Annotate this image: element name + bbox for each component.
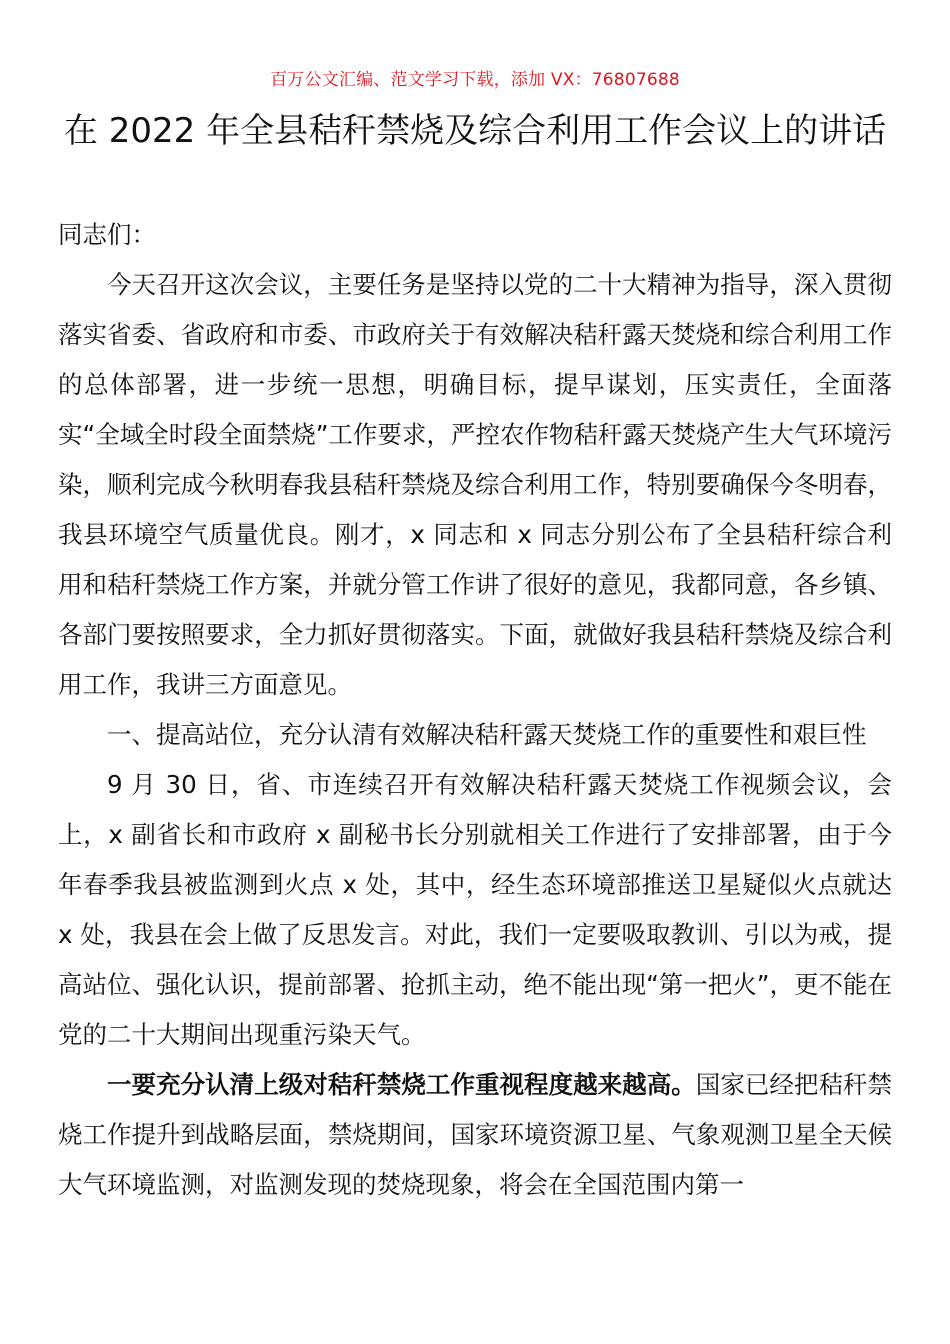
point-1-bold-lead: 一要充分认清上级对秸秆禁烧工作重视程度越来越高。 [107,1070,696,1099]
document-body [58,210,892,1210]
paragraph-point-1 [58,1060,892,1210]
salutation: 同志们： [58,220,156,249]
paragraph-intro: 今天召开这次会议，主要任务是坚持以党的二十大精神为指导，深入贯彻落实省委、省政府和市委、市政府关于有效解决秸秆露天焚烧和综合利用工作的总体部署，进一步统一思想，明确目标，提早谋划，压实责任，全面落实“全域全时段全面禁烧”工作要求，严控农作物秸秆露天焚烧产生大气环境污染，顺利完成今秋明春我县秸秆禁烧及综合利用工作，特别要确保今冬明春，我县环境空气质量优良。刚才，x 同志和 x 同志分别公布了全县秸秆综合利用和秸秆禁烧工作方案，并就分管工作讲了很好的意见，我都同意，各乡镇、各部门要按照要求，全力抓好贯彻落实。下面，就做好我县秸秆禁烧及综合利用工作，我讲三方面意见。 [58,270,892,699]
header-watermark-note: 百万公文汇编、范文学习下载，添加 VX：76807688 [270,70,680,90]
point-1-text: 国家已经把秸秆禁烧工作提升到战略层面，禁烧期间，国家环境资源卫星、气象观测卫星全天候大气环境监测，对监测发现的焚烧现象，将会在全国范围内第一 [58,1070,893,1199]
section-heading-1: 一、提高站位，充分认清有效解决秸秆露天焚烧工作的重要性和艰巨性 [107,720,867,749]
paragraph-meeting-background: 9 月 30 日，省、市连续召开有效解决秸秆露天焚烧工作视频会议，会上，x 副省长和市政府 x 副秘书长分别就相关工作进行了安排部署，由于今年春季我县被监测到火点 x 处，其中，经生态环境部推送卫星疑似火点就达 x 处，我县在会上做了反思发言。对此，我们一定要吸取教训、引以为戒，提高站位、强化认识，提前部署、抢抓主动，绝不能出现“第一把火”，更不能在党的二十大期间出现重污染天气。 [58,770,892,1049]
document-title: 在 2022 年全县秸秆禁烧及综合利用工作会议上的讲话 [63,111,887,151]
